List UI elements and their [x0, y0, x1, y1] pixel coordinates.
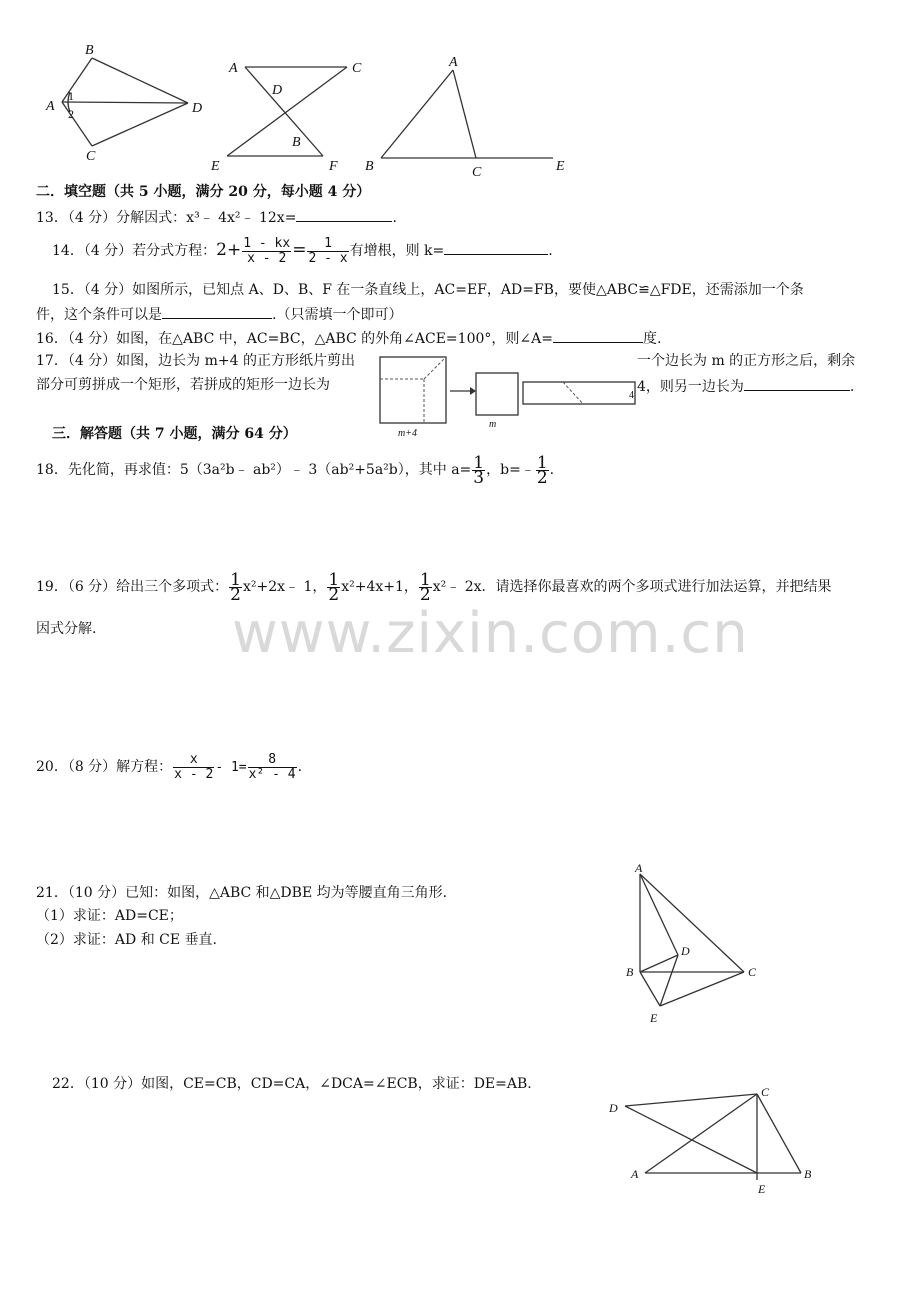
q14-tail: .	[548, 243, 553, 259]
q14-den2: 2 - x	[308, 250, 348, 266]
question-17-line1b: 一个边长为 m 的正方形之后，剩余	[637, 353, 856, 369]
label-B: B	[365, 159, 374, 174]
label-m-plus-4: m+4	[398, 428, 417, 439]
q16-answer-blank[interactable]	[553, 328, 643, 343]
q19-d1: 2	[230, 584, 241, 605]
q18-mid: ，b=﹣	[486, 462, 535, 478]
label-B: B	[292, 135, 301, 150]
label-A: A	[229, 61, 238, 76]
q19-p3: x²﹣ 2x．请选择你最喜欢的两个多项式进行加法运算，并把结果	[432, 579, 832, 595]
figure-kite	[40, 40, 203, 170]
q15-answer-blank[interactable]	[162, 304, 272, 319]
q22-lines	[625, 1094, 801, 1180]
q17-tail: .	[849, 379, 855, 395]
q14-den1: x - 2	[247, 250, 287, 266]
q18-lead: 18．先化简，再求值：5（3a²b﹣ ab²）﹣ 3（ab²+5a²b），其中 a=	[36, 462, 472, 478]
q18-n1: 1	[473, 452, 485, 473]
q13-text: 13．（4 分）分解因式：x³﹣ 4x²﹣ 12x=	[36, 210, 297, 226]
label-E: E	[758, 1182, 766, 1196]
q13-tail: .	[392, 210, 397, 226]
question-16	[36, 328, 661, 348]
question-22: 22．（10 分）如图，CE=CB，CD=CA，∠DCA=∠ECB，求证：DE=AB.	[52, 1076, 532, 1092]
q20-n2: 8	[248, 753, 297, 768]
label-E: E	[211, 159, 220, 174]
q19-fraction-3	[419, 569, 432, 605]
q18-fraction-a	[472, 452, 485, 488]
q14-two: 2+	[216, 240, 242, 260]
q19-p1: x²+2x﹣ 1，	[243, 579, 327, 595]
q14-num1: 1 - kx	[243, 235, 291, 251]
q19-n2: 1	[328, 569, 340, 590]
label-angle-1: 1	[68, 89, 74, 103]
label-D: D	[272, 83, 283, 98]
figure-q22	[605, 1082, 830, 1202]
watermark: www.zixin.com.cn	[232, 601, 749, 666]
q15-line2b: .（只需填一个即可）	[272, 307, 403, 323]
hourglass-lines	[227, 67, 347, 156]
q20-lead: 20．（8 分）解方程：	[36, 759, 173, 775]
kite-lines	[62, 58, 188, 146]
question-21-line3: （2）求证：AD 和 CE 垂直.	[36, 932, 217, 948]
figure-hourglass	[211, 52, 375, 177]
question-18	[36, 450, 554, 490]
q20-d2: x² - 4	[248, 766, 296, 782]
question-17-line2b	[637, 376, 854, 396]
figure-q21	[620, 858, 770, 1028]
question-21-line2: （1）求证：AD=CE；	[36, 908, 183, 924]
q19-fraction-2	[327, 569, 340, 605]
label-A: A	[631, 1167, 639, 1181]
section-3-title: 三．解答题（共 7 小题，满分 64 分）	[52, 426, 297, 442]
label-4: 4	[629, 390, 634, 401]
label-C: C	[748, 965, 757, 979]
label-B: B	[626, 965, 634, 979]
label-D: D	[609, 1101, 618, 1115]
q18-n2: 1	[536, 452, 548, 473]
label-F: F	[329, 159, 338, 174]
label-A: A	[46, 99, 55, 114]
question-20	[36, 745, 302, 790]
label-B: B	[804, 1167, 812, 1181]
triangle-lines	[381, 70, 553, 158]
q18-fraction-b	[536, 452, 549, 488]
label-D: D	[681, 944, 690, 958]
q14-num2: 1	[307, 237, 348, 252]
label-B: B	[85, 43, 94, 58]
q19-d2: 2	[328, 584, 340, 605]
q14-fraction-1	[242, 237, 291, 266]
label-C: C	[761, 1085, 770, 1099]
question-17-line2a: 部分可剪拼成一个矩形，若拼成的矩形一边长为	[36, 377, 330, 393]
q14-lead: 14．（4 分）若分式方程：	[52, 243, 217, 259]
label-angle-2: 2	[68, 107, 74, 121]
label-C: C	[472, 165, 482, 180]
question-15-line1: 15．（4 分）如图所示，已知点 A、D、B、F 在一条直线上，AC=EF，AD=FB，要使△ABC≌△FDE，还需添加一个条	[52, 282, 804, 298]
q16-tail: 度.	[642, 331, 662, 347]
q20-n1: x	[173, 753, 214, 768]
q20-tail: .	[297, 759, 303, 775]
q17-line2b: 4，则另一边长为	[637, 379, 744, 395]
q15-line2a: 件，这个条件可以是	[36, 307, 162, 323]
question-14	[52, 230, 553, 271]
q20-fraction-1	[173, 753, 214, 782]
q14-mid: 有增根，则 k=	[349, 243, 445, 259]
question-13	[36, 207, 397, 227]
q21-lines	[640, 874, 744, 1006]
label-C: C	[352, 61, 362, 76]
q19-fraction-1	[229, 569, 242, 605]
question-21-line1: 21．（10 分）已知：如图，△ABC 和△DBE 均为等腰直角三角形.	[36, 885, 448, 901]
figure-triangle	[365, 52, 575, 182]
label-E: E	[650, 1011, 658, 1025]
q13-answer-blank[interactable]	[296, 207, 392, 222]
q20-mid: - 1=	[215, 760, 247, 775]
q18-d1: 3	[473, 467, 485, 488]
q19-lead: 19．（6 分）给出三个多项式：	[36, 579, 229, 595]
label-D: D	[192, 101, 203, 116]
q20-fraction-2	[248, 753, 297, 782]
section-2-title: 二．填空题（共 5 小题，满分 20 分，每小题 4 分）	[36, 184, 371, 200]
q14-eq: =	[292, 240, 307, 260]
label-A: A	[635, 861, 643, 875]
q19-n1: 1	[230, 569, 241, 590]
q14-fraction-2	[307, 237, 348, 266]
question-17-line1a: 17．（4 分）如图，边长为 m+4 的正方形纸片剪出	[36, 353, 355, 369]
label-C: C	[86, 149, 96, 164]
squares-lines	[380, 357, 635, 423]
q18-tail: .	[549, 462, 555, 478]
q18-d2: 2	[536, 467, 548, 488]
q20-d1: x - 2	[174, 766, 214, 782]
question-19-line2: 因式分解.	[36, 621, 97, 637]
question-15-line2	[36, 304, 402, 324]
q19-d3: 2	[419, 584, 431, 605]
q17-answer-blank[interactable]	[744, 376, 850, 391]
label-m: m	[489, 419, 497, 430]
q14-answer-blank[interactable]	[444, 240, 548, 255]
q19-p2: x²+4x+1，	[341, 579, 418, 595]
q19-n3: 1	[419, 569, 431, 590]
label-A: A	[449, 55, 458, 70]
label-E: E	[556, 159, 565, 174]
q16-text: 16．（4 分）如图，在△ABC 中，AC=BC，△ABC 的外角∠ACE=100°，则∠A=	[36, 331, 553, 347]
figure-squares	[378, 355, 640, 441]
